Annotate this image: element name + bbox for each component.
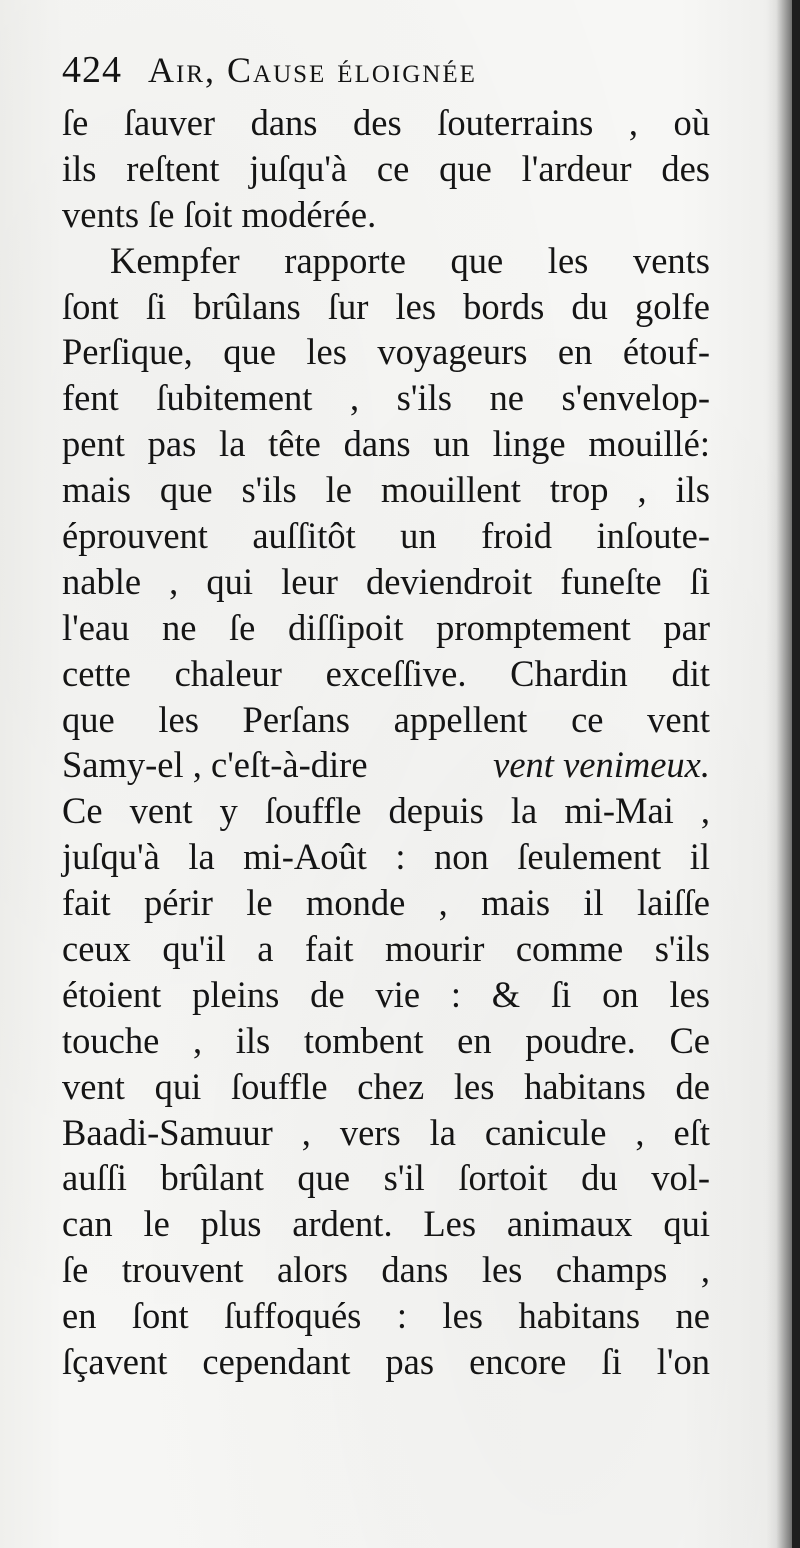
body-text [62,100,710,1385]
text-line: ſont ſi brûlans ſur les bords du golfe [62,285,710,327]
page-number: 424 [62,49,122,91]
text-line: fait périr le monde , mais il laiſſe [62,882,710,924]
text-line: vents ſe ſoit modérée. [62,193,377,235]
text-line: ils reſtent juſqu'à ce que l'ardeur des [62,147,710,189]
running-title: Air, Cause éloignée [148,50,477,90]
text-line: auſſi brûlant que s'il ſortoit du vol- [62,1157,710,1199]
text-line-mixed [62,742,710,788]
text-line: éprouvent auſſitôt un froid inſoute- [62,515,710,557]
text-line: en ſont ſuffoqués : les habitans ne [62,1295,710,1337]
text-line: Perſique, que les voyageurs en étouf- [62,331,710,373]
text-line: fent ſubitement , s'ils ne s'envelop- [62,377,710,419]
text-line-italic: vent venimeux. [493,744,710,786]
text-line: Ce vent y ſouffle depuis la mi-Mai , [62,790,710,832]
running-head [62,48,722,98]
text-line: mais que s'ils le mouillent trop , ils [62,469,710,511]
text-line: nable , qui leur deviendroit funeſte ſi [62,560,710,602]
text-line: ſe trouvent alors dans les champs , [62,1249,710,1291]
text-line: vent qui ſouffle chez les habitans de [62,1065,710,1107]
text-line: ſçavent cependant pas encore ſi l'on [62,1341,710,1383]
text-line: juſqu'à la mi-Août : non ſeulement il [62,836,710,878]
text-line: l'eau ne ſe diſſipoit promptement par [62,606,710,648]
text-line: ſe ſauver dans des ſouterrains , où [62,102,710,143]
text-line: que les Perſans appellent ce vent [62,698,710,740]
text-line: Baadi-Samuur , vers la canicule , eſt [62,1111,710,1153]
text-line: cette chaleur exceſſive. Chardin dit [62,652,710,694]
text-line: Kempfer rapporte que les vents [110,239,710,281]
text-line: can le plus ardent. Les animaux qui [62,1203,710,1245]
text-line: ceux qu'il a fait mourir comme s'ils [62,928,710,970]
text-line: étoient pleins de vie : & ſi on les [62,973,710,1015]
text-line: touche , ils tombent en poudre. Ce [62,1019,710,1061]
text-line: pent pas la tête dans un linge mouillé: [62,423,710,465]
binding-edge [792,0,800,1548]
text-line-roman: Samy-el , c'eſt-à-dire [62,744,368,786]
